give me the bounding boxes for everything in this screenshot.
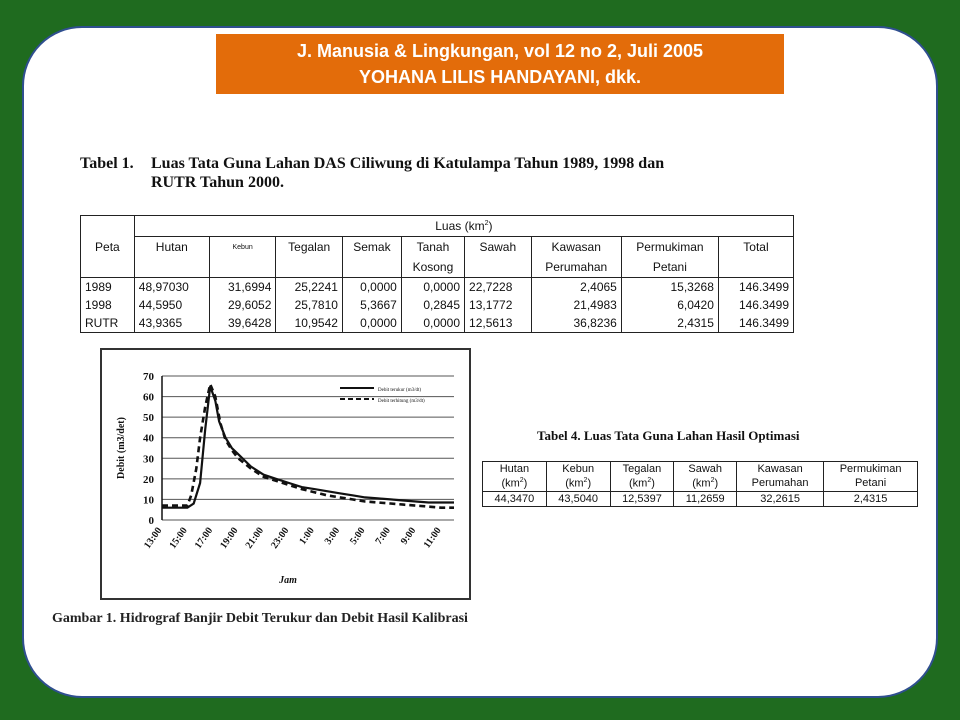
x-tick-label: 5:00 xyxy=(348,525,368,547)
table1-cell: 0,0000 xyxy=(342,278,401,297)
table1-cell: 36,8236 xyxy=(531,314,621,333)
table1-cell: 21,4983 xyxy=(531,296,621,314)
table1-caption xyxy=(80,154,780,192)
table1 xyxy=(80,215,794,333)
x-tick-label: 19:00 xyxy=(218,525,241,551)
banner-journal-line: J. Manusia & Lingkungan, vol 12 no 2, Juli 2005 xyxy=(296,41,704,61)
table1-row xyxy=(81,278,794,297)
table1-group-header xyxy=(134,216,793,237)
table1-cell: 22,7228 xyxy=(465,278,532,297)
table4-header-sub-1 xyxy=(546,476,610,491)
table4-header-3: Sawah xyxy=(674,462,737,477)
journal-banner xyxy=(216,34,784,94)
table1-col-peta-blank xyxy=(81,257,135,278)
table4-unit-end: ) xyxy=(587,477,592,490)
table1-cell: 39,6428 xyxy=(209,314,276,333)
table4-header-unit: (km xyxy=(501,477,520,490)
table1-cell: 2,4315 xyxy=(621,314,718,333)
x-tick-label: 7:00 xyxy=(373,525,393,547)
table4 xyxy=(482,461,918,507)
y-tick-label: 70 xyxy=(143,371,154,383)
x-tick-label: 1:00 xyxy=(297,525,317,547)
table1-header-2: Tegalan xyxy=(276,237,343,258)
x-tick-label: 15:00 xyxy=(167,525,190,551)
table1-cell: 25,7810 xyxy=(276,296,343,314)
table4-header-0: Hutan xyxy=(483,462,547,477)
y-axis-title: Debit (m3/det) xyxy=(116,417,127,479)
table1-header-sub-6: Perumahan xyxy=(531,257,621,278)
legend-label-1: Debit terhitung (m3/dt) xyxy=(378,399,425,404)
x-tick-label: 21:00 xyxy=(243,525,267,551)
table1-cell: 146.3499 xyxy=(718,296,793,314)
table1-cell: 25,2241 xyxy=(276,278,343,297)
table4-header-unit: (km xyxy=(692,477,711,490)
table1-header-7: Permukiman xyxy=(621,237,718,258)
table4-unit-sup: 2 xyxy=(647,477,652,484)
table1-row xyxy=(81,296,794,314)
hydrograph-chart xyxy=(100,348,471,600)
table1-title-line1: Luas Tata Guna Lahan DAS Ciliwung di Katulampa Tahun 1989, 1998 dan xyxy=(151,155,665,172)
table4-header-unit: (km xyxy=(565,477,584,490)
x-tick-label: 3:00 xyxy=(322,525,343,547)
table1-header-0: Hutan xyxy=(134,237,209,258)
table1-cell: 5,3667 xyxy=(342,296,401,314)
table1-header-sub-8 xyxy=(718,257,793,278)
table4-cell: 2,4315 xyxy=(824,491,918,506)
table1-cell: 43,9365 xyxy=(134,314,209,333)
table4-header-sub-0 xyxy=(483,476,547,491)
table1-header-sub-0 xyxy=(134,257,209,278)
figure1-caption: Gambar 1. Hidrograf Banjir Debit Terukur dan Debit Hasil Kalibrasi xyxy=(52,611,468,626)
table4-header-sub-2 xyxy=(610,476,674,491)
table1-cell: 12,5613 xyxy=(465,314,532,333)
table1-cell: 31,6994 xyxy=(209,278,276,297)
table4-header-sub-3 xyxy=(674,476,737,491)
table1-header-6: Kawasan xyxy=(531,237,621,258)
table1-cell-peta: RUTR xyxy=(81,314,135,333)
table1-header-sub-3 xyxy=(342,257,401,278)
y-tick-label: 20 xyxy=(143,473,154,486)
table1-title-line2: RUTR Tahun 2000. xyxy=(151,174,284,191)
table1-group-header-sup: 2 xyxy=(484,220,489,227)
table1-cell: 29,6052 xyxy=(209,296,276,314)
table4-unit-sup: 2 xyxy=(710,477,715,484)
table4-header-2: Tegalan xyxy=(610,462,674,477)
table4-header-unit: Perumahan xyxy=(751,477,809,490)
legend-label-0: Debit terukur (m3/dt) xyxy=(378,388,422,393)
table1-cell: 10,9542 xyxy=(276,314,343,333)
table1-cell: 0,0000 xyxy=(401,278,464,297)
table4-title: Tabel 4. Luas Tata Guna Lahan Hasil Optimasi xyxy=(537,428,800,443)
hydrograph-svg xyxy=(102,350,469,598)
table4-unit-end: ) xyxy=(714,477,719,490)
table4-cell: 44,3470 xyxy=(483,491,547,506)
table1-row xyxy=(81,314,794,333)
table1-cell: 0,2845 xyxy=(401,296,464,314)
table1-col-peta: Peta xyxy=(81,237,135,258)
table4-header-sub-5 xyxy=(824,476,918,491)
table1-cell: 2,4065 xyxy=(531,278,621,297)
table1-cell: 6,0420 xyxy=(621,296,718,314)
table4-cell: 43,5040 xyxy=(546,491,610,506)
table1-peta-spacer xyxy=(81,216,135,237)
x-tick-label: 13:00 xyxy=(142,525,165,551)
table1-header-1: Kebun xyxy=(209,237,276,258)
table1-cell: 15,3268 xyxy=(621,278,718,297)
series-line-0 xyxy=(162,386,454,507)
x-tick-label: 9:00 xyxy=(398,525,419,547)
table1-cell: 13,1772 xyxy=(465,296,532,314)
banner-authors-line: YOHANA LILIS HANDAYANI, dkk. xyxy=(358,67,642,87)
table1-cell: 146.3499 xyxy=(718,314,793,333)
table4-header-5: Permukiman xyxy=(824,462,918,477)
table4-header-unit: Petani xyxy=(854,477,887,490)
y-tick-label: 50 xyxy=(143,412,154,425)
table1-cell: 0,0000 xyxy=(342,314,401,333)
x-tick-label: 11:00 xyxy=(421,525,444,551)
table1-header-3: Semak xyxy=(342,237,401,258)
table1-header-8: Total xyxy=(718,237,793,258)
table1-header-sub-7: Petani xyxy=(621,257,718,278)
table4-header-1: Kebun xyxy=(546,462,610,477)
table4-cell: 32,2615 xyxy=(737,491,824,506)
table1-header-sub-4: Kosong xyxy=(401,257,464,278)
x-tick-label: 23:00 xyxy=(269,525,292,551)
table1-label: Tabel 1. xyxy=(80,155,134,172)
table4-unit-sup: 2 xyxy=(583,477,588,484)
table1-cell: 44,5950 xyxy=(134,296,209,314)
table1-header-sub-2 xyxy=(276,257,343,278)
table1-header-sub-5 xyxy=(465,257,532,278)
table1-header-5: Sawah xyxy=(465,237,532,258)
table1-cell: 48,97030 xyxy=(134,278,209,297)
y-tick-label: 60 xyxy=(143,391,154,404)
table1-header-4: Tanah xyxy=(401,237,464,258)
table4-unit-end: ) xyxy=(651,477,655,490)
y-tick-label: 0 xyxy=(148,515,154,527)
table1-cell: 0,0000 xyxy=(401,314,464,333)
table1-cell: 146.3499 xyxy=(718,278,793,297)
y-tick-label: 40 xyxy=(143,432,154,445)
y-tick-label: 30 xyxy=(143,453,154,466)
table4-unit-end: ) xyxy=(523,477,528,490)
y-tick-label: 10 xyxy=(143,494,154,507)
table4-header-4: Kawasan xyxy=(737,462,824,477)
table1-header-sub-1 xyxy=(209,257,276,278)
table4-header-unit: (km xyxy=(629,477,648,490)
table1-group-header-end: ) xyxy=(488,219,493,233)
table4-header-sub-4 xyxy=(737,476,824,491)
table1-cell-peta: 1989 xyxy=(81,278,135,297)
table1-cell-peta: 1998 xyxy=(81,296,135,314)
table4-cell: 12,5397 xyxy=(610,491,674,506)
x-tick-label: 17:00 xyxy=(192,525,216,551)
table1-group-header-text: Luas (km xyxy=(435,219,485,233)
x-axis-title: Jam xyxy=(279,575,297,586)
table4-cell: 11,2659 xyxy=(674,491,737,506)
table4-unit-sup: 2 xyxy=(519,477,524,484)
